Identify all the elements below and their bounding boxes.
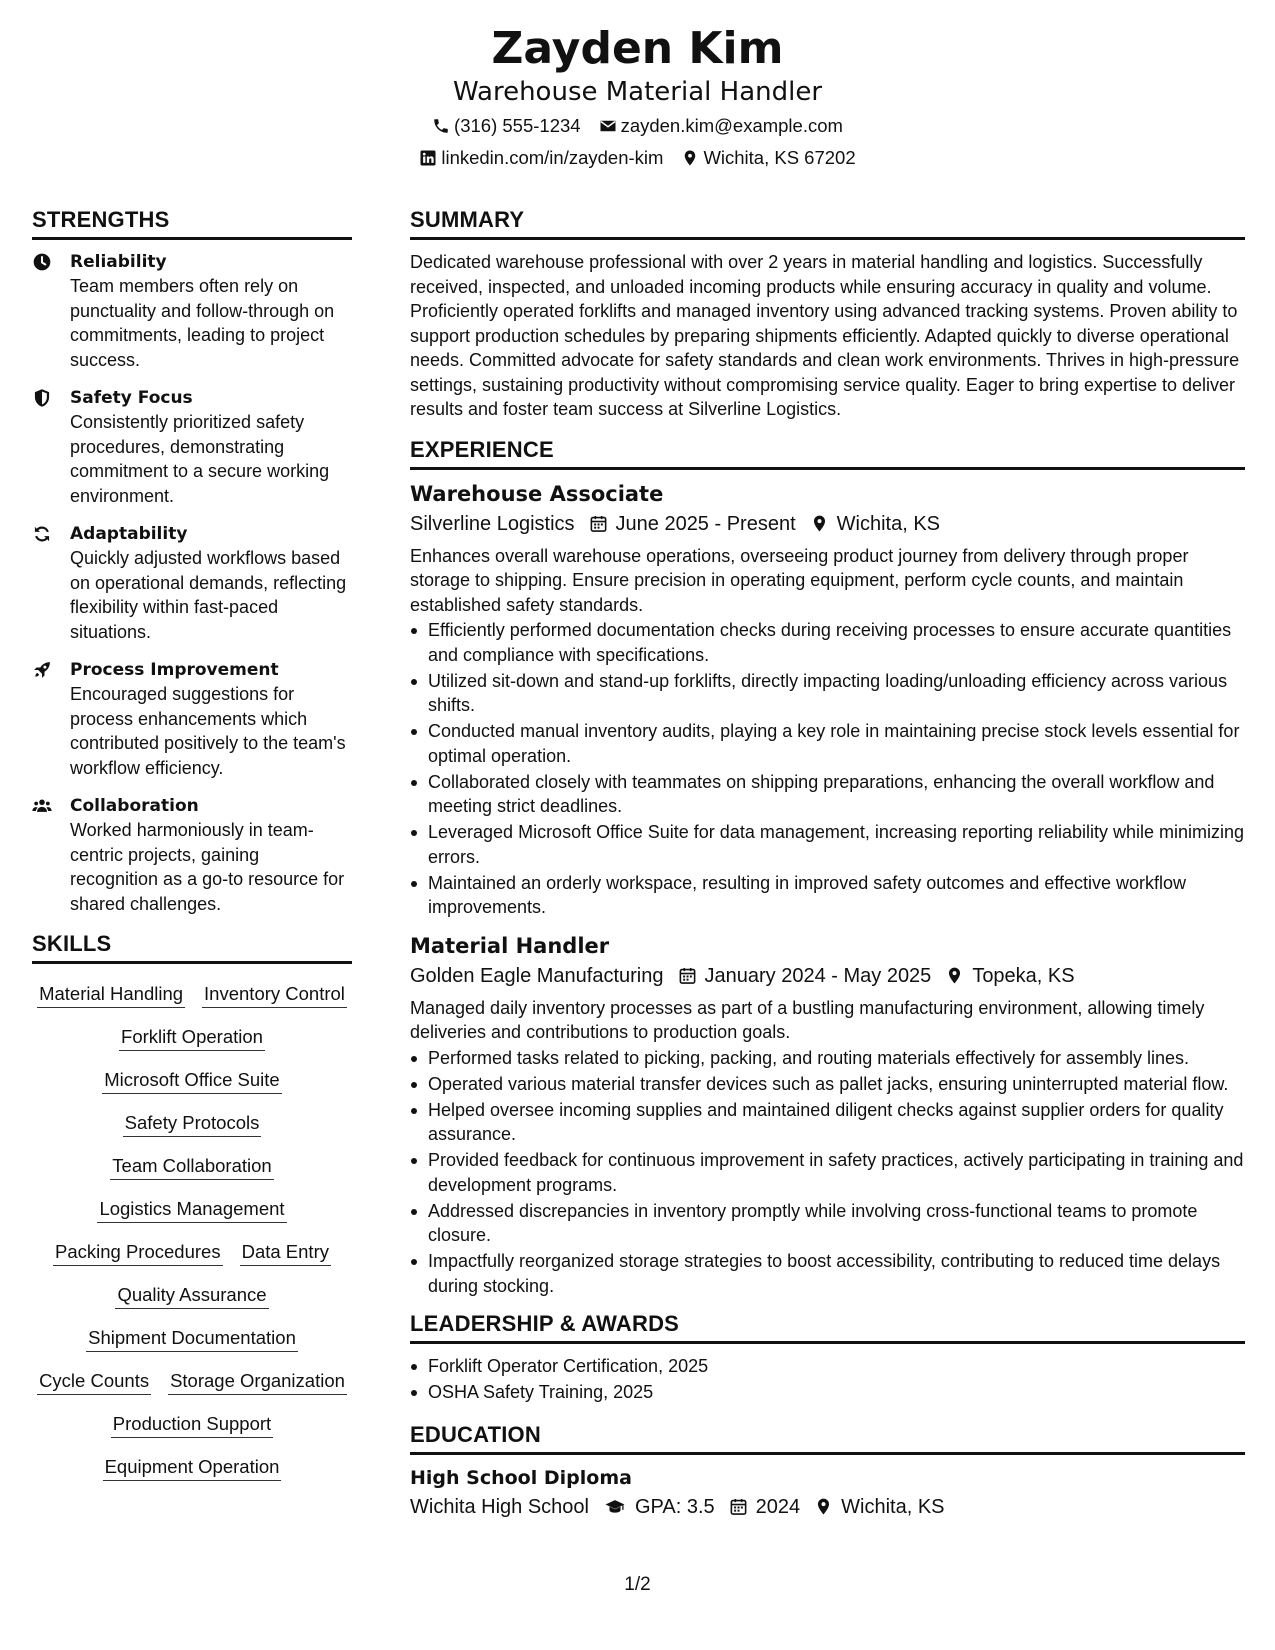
bullet-item: Leveraged Microsoft Office Suite for data management, increasing reporting reliability while minimizing errors. — [410, 820, 1245, 869]
shield-icon — [32, 386, 70, 408]
job-bullets — [410, 1046, 1245, 1299]
strength-title: Process Improvement — [70, 660, 279, 680]
bullet-item: Performed tasks related to picking, packing, and routing materials effectively for assembly lines. — [410, 1046, 1245, 1071]
bullet-item: Conducted manual inventory audits, playing a key role in maintaining precise stock levels essential for optimal operation. — [410, 719, 1245, 768]
strength-title: Collaboration — [70, 796, 199, 816]
skill-tag: Quality Assurance — [115, 1283, 268, 1309]
strengths-heading: STRENGTHS — [32, 206, 352, 240]
skills-heading: SKILLS — [32, 930, 352, 964]
strength-item — [32, 522, 352, 644]
job-entry — [410, 480, 1245, 920]
education-location: Wichita, KS — [841, 1495, 945, 1518]
strength-desc: Team members often rely on punctuality and follow-through on commitments, leading to project success. — [70, 276, 335, 370]
bullet-item: Operated various material transfer devices such as pallet jacks, ensuring uninterrupted material flow. — [410, 1072, 1245, 1097]
education-year: 2024 — [755, 1495, 801, 1518]
job-bullets — [410, 618, 1245, 920]
phone-text: (316) 555-1234 — [454, 115, 581, 136]
job-location: Topeka, KS — [972, 964, 1075, 987]
strength-title: Safety Focus — [70, 388, 193, 408]
email-contact[interactable] — [599, 114, 843, 138]
award-item: Forklift Operator Certification, 2025 — [410, 1354, 1245, 1379]
job-entry — [410, 932, 1245, 1299]
linkedin-icon — [419, 149, 437, 167]
envelope-icon — [599, 117, 617, 135]
skill-tag: Team Collaboration — [110, 1154, 273, 1180]
strength-item — [32, 658, 352, 780]
skill-tag: Shipment Documentation — [86, 1326, 298, 1352]
job-meta — [410, 510, 1245, 538]
left-column — [32, 206, 352, 1498]
skill-tag: Data Entry — [240, 1240, 331, 1266]
map-marker-icon — [945, 966, 964, 985]
clock-icon — [32, 250, 70, 272]
job-description: Enhances overall warehouse operations, overseeing product journey from delivery through proper storage to shipping. Ensure precision in operating equipment, perform cycle counts, and maintain established safety standards. — [410, 545, 1189, 615]
job-company: Golden Eagle Manufacturing — [410, 964, 664, 987]
page-number: 1/2 — [624, 1574, 651, 1595]
bullet-item: Maintained an orderly workspace, resulting in improved safety outcomes and effective workflow improvements. — [410, 871, 1245, 920]
calendar-icon — [729, 1497, 748, 1516]
skill-tag: Packing Procedures — [53, 1240, 223, 1266]
resume-header — [0, 22, 1275, 170]
map-marker-icon — [681, 149, 699, 167]
education-meta — [410, 1493, 1245, 1521]
job-description: Managed daily inventory processes as part of a bustling manufacturing environment, allowing timely deliveries and contributions to production goals. — [410, 997, 1205, 1042]
experience-heading: EXPERIENCE — [410, 436, 1245, 470]
bullet-item: Helped oversee incoming supplies and maintained diligent checks against supplier orders for quality assurance. — [410, 1098, 1245, 1147]
skill-tag: Safety Protocols — [123, 1111, 262, 1137]
candidate-title: Warehouse Material Handler — [452, 77, 823, 107]
graduation-cap-icon — [603, 1497, 627, 1516]
skill-tag: Equipment Operation — [103, 1455, 282, 1481]
strength-desc: Quickly adjusted workflows based on operational demands, reflecting flexibility within fast-paced situations. — [70, 548, 347, 642]
linkedin-text: linkedin.com/in/zayden-kim — [441, 147, 664, 168]
skill-tag: Logistics Management — [97, 1197, 286, 1223]
contact-line-2 — [0, 146, 1275, 170]
location-text: Wichita, KS 67202 — [703, 147, 856, 168]
calendar-icon — [589, 514, 608, 533]
skill-tag: Storage Organization — [168, 1369, 347, 1395]
bullet-item: Efficiently performed documentation checks during receiving processes to ensure accurate quantities and compliance with specifications. — [410, 618, 1245, 667]
award-item: OSHA Safety Training, 2025 — [410, 1380, 1245, 1405]
bullet-item: Impactfully reorganized storage strategies to boost accessibility, contributing to reduced time delays during stocking. — [410, 1249, 1245, 1298]
bullet-item: Addressed discrepancies in inventory promptly while involving cross-functional teams to promote closure. — [410, 1199, 1245, 1248]
skills-list — [32, 978, 352, 1481]
users-icon — [32, 794, 70, 816]
awards-heading: LEADERSHIP & AWARDS — [410, 1310, 1245, 1344]
job-role: Material Handler — [410, 933, 610, 958]
strength-title: Adaptability — [70, 524, 188, 544]
map-marker-icon — [810, 514, 829, 533]
strength-item — [32, 250, 352, 372]
skill-tag: Production Support — [111, 1412, 273, 1438]
phone-contact[interactable] — [432, 114, 581, 138]
job-location: Wichita, KS — [836, 512, 940, 535]
location-contact — [681, 146, 855, 170]
awards-list — [410, 1354, 1245, 1405]
education-school: Wichita High School — [410, 1495, 589, 1518]
education-gpa: GPA: 3.5 — [634, 1495, 715, 1518]
skill-tag: Inventory Control — [202, 982, 347, 1008]
map-marker-icon — [814, 1497, 833, 1516]
job-dates: June 2025 - Present — [615, 512, 796, 535]
education-heading: EDUCATION — [410, 1421, 1245, 1455]
contact-line-1 — [0, 114, 1275, 138]
job-meta — [410, 962, 1245, 990]
job-role: Warehouse Associate — [410, 481, 664, 506]
email-text: zayden.kim@example.com — [620, 115, 843, 136]
job-company: Silverline Logistics — [410, 512, 575, 535]
strength-title: Reliability — [70, 252, 167, 272]
education-degree: High School Diploma — [410, 1466, 632, 1489]
rocket-icon — [32, 658, 70, 680]
skill-tag: Material Handling — [37, 982, 185, 1008]
skill-tag: Microsoft Office Suite — [102, 1068, 281, 1094]
strength-item — [32, 794, 352, 916]
skill-tag: Cycle Counts — [37, 1369, 151, 1395]
bullet-item: Provided feedback for continuous improvement in safety practices, actively participating in training and development programs. — [410, 1148, 1245, 1197]
right-column — [410, 206, 1245, 1527]
summary-text: Dedicated warehouse professional with over 2 years in material handling and logistics. Successfully received, inspected, and unloaded incoming products while ensuring accuracy in quality and volume. Proficiently operated forklifts and managed inventory using advanced tracking systems. Proven ability to support production schedules by preparing shipments efficiently. Adapted quickly to diverse operational needs. Committed advocate for safety standards and clean work environments. Thrives in high-pressure settings, sustaining productivity without compromising service quality. Eager to bring expertise to deliver results and foster team success at Silverline Logistics. — [410, 252, 1240, 419]
strength-desc: Consistently prioritized safety procedures, demonstrating commitment to a secure working environment. — [70, 412, 330, 506]
calendar-icon — [678, 966, 697, 985]
bullet-item: Utilized sit-down and stand-up forklifts, directly impacting loading/unloading efficiency across various shifts. — [410, 669, 1245, 718]
candidate-name: Zayden Kim — [491, 23, 784, 74]
phone-icon — [432, 117, 450, 135]
strength-item — [32, 386, 352, 508]
linkedin-contact[interactable] — [419, 146, 663, 170]
skill-tag: Forklift Operation — [119, 1025, 265, 1051]
summary-heading: SUMMARY — [410, 206, 1245, 240]
strength-desc: Worked harmoniously in team-centric projects, gaining recognition as a go-to resource for shared challenges. — [70, 820, 345, 914]
sync-icon — [32, 522, 70, 544]
job-dates: January 2024 - May 2025 — [704, 964, 932, 987]
strength-desc: Encouraged suggestions for process enhancements which contributed positively to the team's workflow efficiency. — [70, 684, 346, 778]
bullet-item: Collaborated closely with teammates on shipping preparations, enhancing the overall workflow and meeting strict deadlines. — [410, 770, 1245, 819]
